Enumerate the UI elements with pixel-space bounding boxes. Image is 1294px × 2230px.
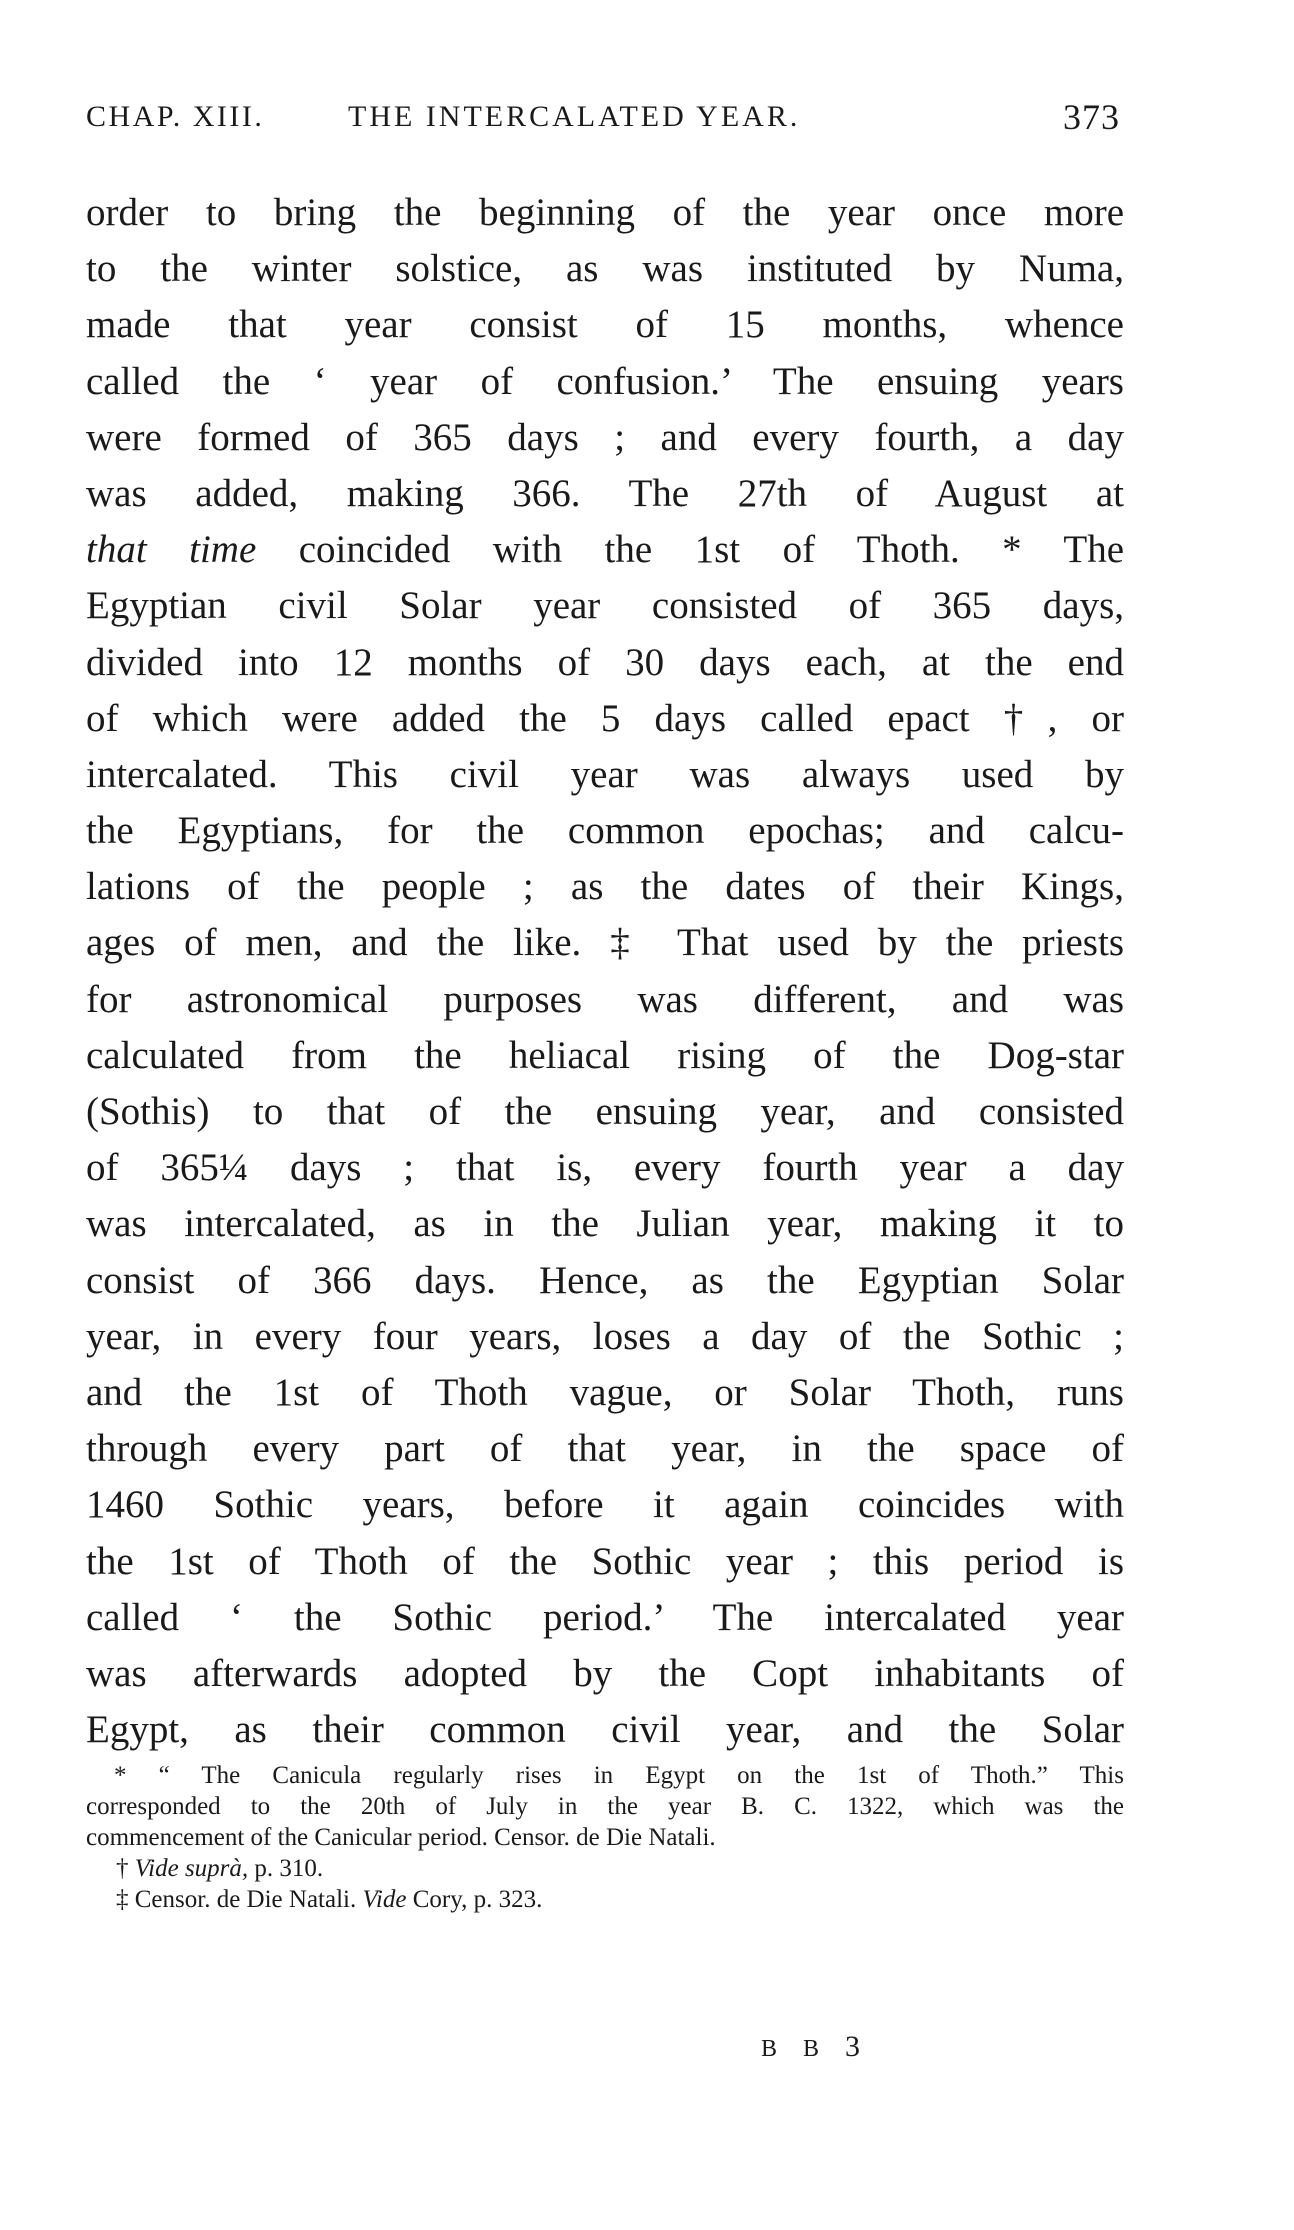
italic-phrase: that time xyxy=(86,528,257,572)
text-line: was afterwards adopted by the Copt inhabitants of xyxy=(86,1651,1124,1695)
text-line: consist of 366 days. Hence, as the Egyptian Solar xyxy=(86,1258,1124,1302)
text-line: Egypt, as their common civil year, and the Solar xyxy=(86,1708,1124,1752)
running-head xyxy=(86,97,1124,144)
footnote-ref: Cory, p. 323. xyxy=(412,1886,543,1913)
body-text xyxy=(86,185,1124,1758)
text-line: (Sothis) to that of the ensuing year, and consisted xyxy=(86,1090,1124,1133)
text-line: were formed of 365 days ; and every fourth, a day xyxy=(86,415,1124,459)
text-line: was intercalated, as in the Julian year, making it to xyxy=(86,1202,1124,1246)
text-line-with-italic xyxy=(86,522,1124,578)
footnote-ref: ‡ Censor. de Die Natali. xyxy=(116,1886,357,1913)
text-line: and the 1st of Thoth vague, or Solar Thoth, runs xyxy=(86,1370,1124,1414)
footnote-italic: Vide xyxy=(362,1886,407,1913)
text-line: made that year consist of 15 months, whence xyxy=(86,303,1124,347)
text-line: divided into 12 months of 30 days each, at the end xyxy=(86,640,1124,684)
footnotes xyxy=(86,1760,1124,1915)
text-line: Egyptian civil Solar year consisted of 365 days, xyxy=(86,584,1124,628)
footnote-double-dagger xyxy=(86,1884,1124,1915)
footnote-star-line: * “ The Canicula regularly rises in Egypt on the 1st of Thoth.” This xyxy=(114,1762,1124,1789)
signature-mark xyxy=(761,2030,860,2064)
footnote-italic: Vide suprà, xyxy=(134,1855,249,1882)
book-page xyxy=(86,0,1124,2230)
line-remainder: coincided with the 1st of Thoth. * The xyxy=(298,528,1124,572)
text-line: for astronomical purposes was different, and was xyxy=(86,977,1124,1021)
footnote-ref: p. 310. xyxy=(254,1855,324,1882)
chapter-label: CHAP. XIII. xyxy=(86,100,265,133)
text-line: the 1st of Thoth of the Sothic year ; this period is xyxy=(86,1539,1124,1583)
footnote-star-line: commencement of the Canicular period. Censor. de Die Natali. xyxy=(86,1824,716,1851)
text-line: 1460 Sothic years, before it again coincides with xyxy=(86,1483,1124,1527)
text-line: of which were added the 5 days called epact †, or xyxy=(86,696,1124,740)
text-line: year, in every four years, loses a day of the Sothic ; xyxy=(86,1314,1124,1358)
text-line: of 365¼ days ; that is, every fourth year a day xyxy=(86,1146,1124,1190)
text-line: to the winter solstice, as was instituted by Numa, xyxy=(86,247,1124,291)
text-line: was added, making 366. The 27th of August at xyxy=(86,471,1124,515)
text-line: order to bring the beginning of the year once more xyxy=(86,191,1124,234)
text-line: intercalated. This civil year was always used by xyxy=(86,752,1124,796)
page-number: 373 xyxy=(1063,97,1120,137)
signature-letters: B B xyxy=(761,2036,830,2062)
text-line: calculated from the heliacal rising of the Dog-star xyxy=(86,1033,1124,1077)
text-line: ages of men, and the like. ‡ That used by the priests xyxy=(86,921,1124,965)
text-line: lations of the people ; as the dates of their Kings, xyxy=(86,865,1124,909)
text-line: the Egyptians, for the common epochas; and calcu- xyxy=(86,809,1124,853)
footnote-star-line: corresponded to the 20th of July in the year B. C. 1322, which was the xyxy=(86,1793,1124,1820)
footnote-dagger xyxy=(86,1853,1124,1884)
dagger-mark: † xyxy=(116,1855,129,1882)
running-title: THE INTERCALATED YEAR. xyxy=(348,100,801,133)
signature-number: 3 xyxy=(845,2030,861,2063)
text-line: through every part of that year, in the space of xyxy=(86,1427,1124,1471)
text-line: called ‘ the Sothic period.’ The intercalated year xyxy=(86,1595,1124,1639)
text-line: called the ‘ year of confusion.’ The ensuing years xyxy=(86,359,1124,403)
